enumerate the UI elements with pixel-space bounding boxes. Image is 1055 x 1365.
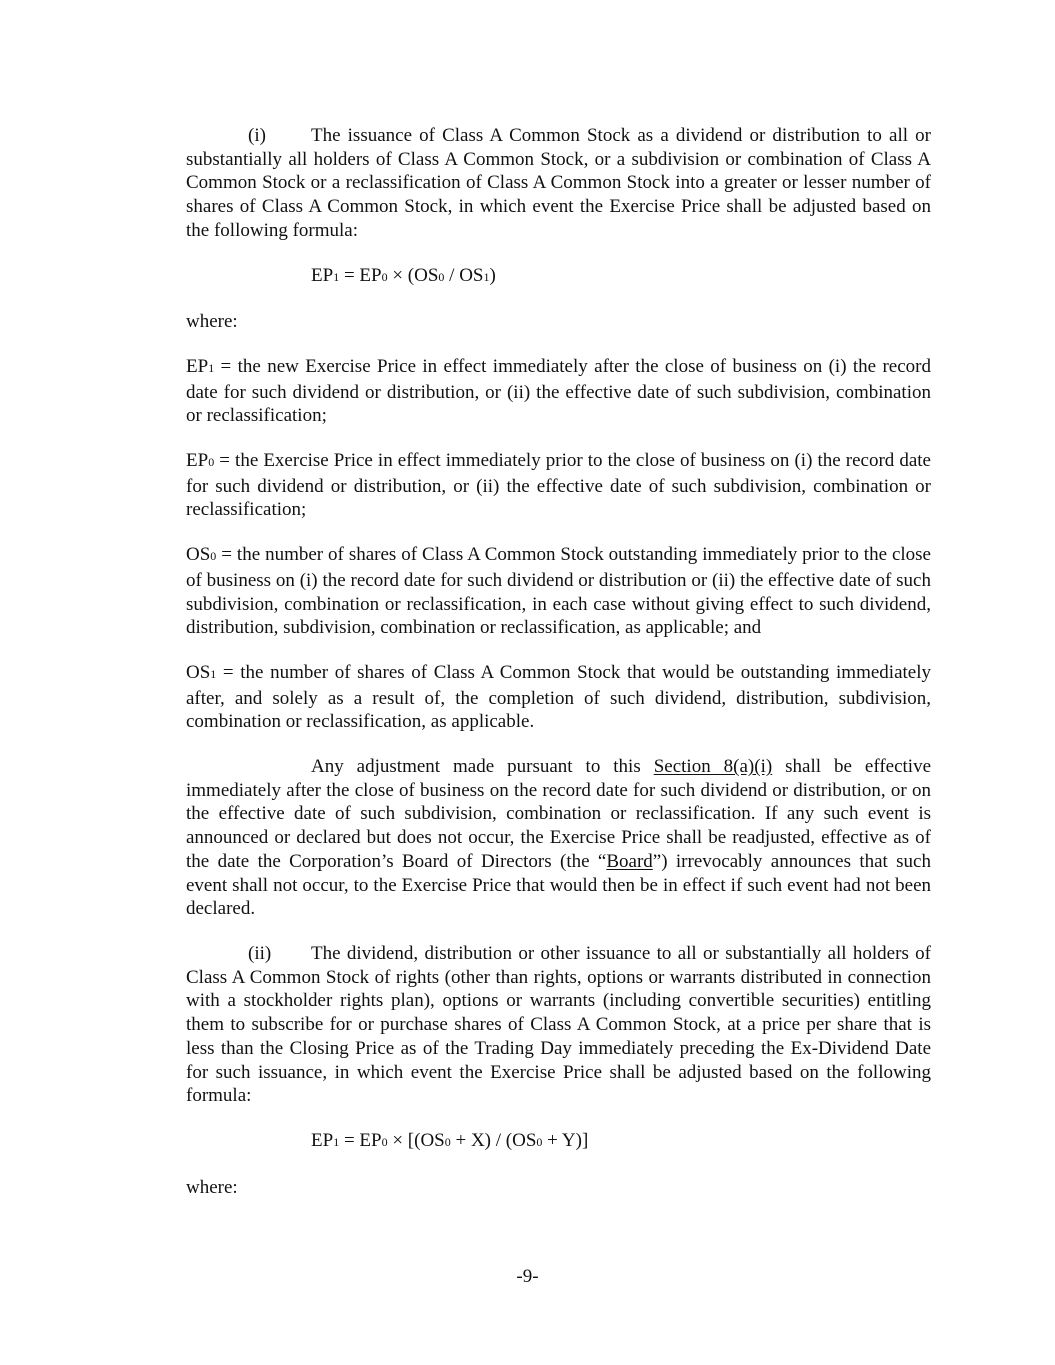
- definition-text: = the Exercise Price in effect immediately prior to the close of business on (i) the record date for such dividend or distribution, or (ii) the effective date of such subdivision, combination or reclassification;: [186, 450, 931, 521]
- definition-ep1: [186, 355, 931, 428]
- adjustment-indent: [186, 756, 311, 777]
- document-page: [186, 124, 931, 1199]
- defined-term-board: Board: [606, 850, 653, 872]
- section-reference: Section 8(a)(i): [653, 756, 773, 778]
- definition-ep0: [186, 449, 931, 522]
- adjustment-paragraph: [186, 755, 931, 921]
- formula-2-sub: 0: [444, 1134, 451, 1149]
- formula-1: [186, 264, 931, 290]
- formula-1-part: ): [489, 264, 496, 286]
- definition-os1: [186, 661, 931, 734]
- formula-1-sub: 1: [333, 269, 340, 284]
- adjustment-text: shall be effective immediately after the close of business on the record date for such dividend or distribution, or on the effective date of such subdivision, combination or reclassification. If any such event is announced or declared but does not occur, the Exercise Price shall be readjusted, effective as of the date the Corporation’s Board of Directors (the “: [186, 756, 932, 872]
- formula-2: [186, 1129, 931, 1155]
- definition-sub: 1: [208, 360, 215, 375]
- formula-1-part: = EP: [339, 264, 382, 286]
- formula-2-sub: 0: [381, 1134, 388, 1149]
- formula-1-part: / OS: [444, 264, 484, 286]
- definition-text: = the number of shares of Class A Common Stock that would be outstanding immediately after, and solely as a result of, the completion of such dividend, distribution, subdivision, combination or reclassification, as applicable.: [186, 661, 931, 733]
- definition-term: OS: [186, 544, 211, 566]
- clause-ii-paragraph: [186, 942, 931, 1108]
- formula-1-part: × (OS: [387, 264, 439, 286]
- adjustment-text: Any adjustment made pursuant to this: [311, 756, 654, 778]
- clause-ii-text: The dividend, distribution or other issuance to all or substantially all holders of Class A Common Stock of rights (other than rights, options or warrants distributed in connection with a stockholder rights plan), options or warrants (including convertible securities) entitling them to subscribe for or purchase shares of Class A Common Stock, at a price per share that is less than the Closing Price as of the Trading Day immediately preceding the Ex-Dividend Date for such issuance, in which event the Exercise Price shall be adjusted based on the following formula:: [186, 942, 931, 1107]
- definition-sub: 0: [210, 549, 217, 564]
- definition-os0: [186, 543, 931, 640]
- formula-1-sub: 0: [438, 269, 445, 284]
- formula-2-term: EP: [311, 1129, 334, 1151]
- formula-2-part: + Y)]: [542, 1129, 589, 1151]
- clause-i-paragraph: [186, 124, 931, 243]
- formula-2-part: × [(OS: [387, 1129, 445, 1151]
- formula-2-sub: 1: [333, 1134, 340, 1149]
- definition-sub: 1: [210, 666, 217, 681]
- clause-i-label: (i): [248, 125, 266, 146]
- definition-term: EP: [186, 355, 209, 377]
- clause-ii-label: (ii): [248, 942, 272, 964]
- formula-1-sub: 1: [483, 269, 490, 284]
- clause-i-text: The issuance of Class A Common Stock as a dividend or distribution to all or substantially all holders of Class A Common Stock, or a subdivision or combination of Class A Common Stock or a reclassification of Class A Common Stock into a greater or lesser number of shares of Class A Common Stock, in which event the Exercise Price shall be adjusted based on the following formula:: [186, 125, 931, 241]
- where-label-2: where:: [186, 1176, 238, 1198]
- page-number: -9-: [516, 1266, 539, 1287]
- formula-2-sub: 0: [536, 1134, 543, 1149]
- definition-text: = the new Exercise Price in effect immediately after the close of business on (i) the record date for such dividend or distribution, or (ii) the effective date of such subdivision, combination or reclassification;: [186, 355, 931, 427]
- definition-term: OS: [186, 661, 211, 683]
- formula-1-term: EP: [311, 264, 334, 286]
- definition-sub: 0: [208, 455, 215, 470]
- where-label-1: where:: [186, 311, 238, 333]
- definition-text: = the number of shares of Class A Common Stock outstanding immediately prior to the close of business on (i) the record date for such dividend or distribution or (ii) the effective date of such subdivision, combination or reclassification, in each case without giving effect to such dividend, distribution, subdivision, combination or reclassification, as applicable; and: [186, 544, 931, 639]
- definition-term: EP: [186, 450, 209, 472]
- formula-1-sub: 0: [381, 269, 388, 284]
- formula-2-part: + X) / (OS: [450, 1129, 537, 1151]
- adjustment-text: ”) irrevocably announces that such event shall not occur, to the Exercise Price that would then be in effect if such event had not been declared.: [186, 850, 931, 920]
- formula-2-part: = EP: [339, 1129, 382, 1151]
